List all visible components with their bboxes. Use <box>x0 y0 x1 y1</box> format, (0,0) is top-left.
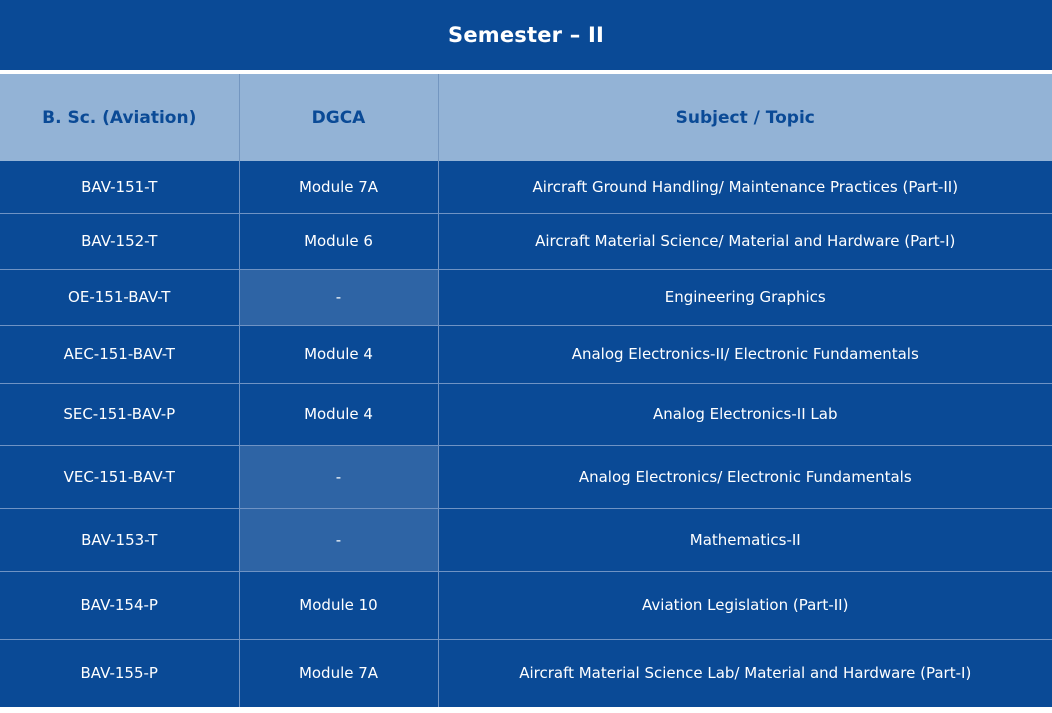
table-row <box>0 445 1052 508</box>
subject-cell: Aircraft Material Science/ Material and Hardware (Part-I) <box>438 213 1052 269</box>
dgca-module-cell: Module 6 <box>239 213 438 269</box>
subject-cell: Mathematics-II <box>438 508 1052 571</box>
course-code-cell: BAV-153-T <box>0 508 239 571</box>
curriculum-table <box>0 74 1052 707</box>
subject-cell: Analog Electronics-II/ Electronic Fundamentals <box>438 325 1052 383</box>
table-row <box>0 161 1052 213</box>
dgca-module-cell: - <box>239 445 438 508</box>
dgca-module-cell: Module 4 <box>239 325 438 383</box>
header-bsc-aviation: B. Sc. (Aviation) <box>0 74 239 161</box>
course-code-cell: AEC-151-BAV-T <box>0 325 239 383</box>
table-row <box>0 325 1052 383</box>
header-subject-topic: Subject / Topic <box>438 74 1052 161</box>
course-code-cell: BAV-155-P <box>0 639 239 707</box>
table-row <box>0 213 1052 269</box>
header-dgca: DGCA <box>239 74 438 161</box>
table-row <box>0 269 1052 325</box>
dgca-module-cell: Module 7A <box>239 639 438 707</box>
table-row <box>0 571 1052 639</box>
subject-cell: Analog Electronics-II Lab <box>438 383 1052 445</box>
course-code-cell: VEC-151-BAV-T <box>0 445 239 508</box>
dgca-module-cell: Module 10 <box>239 571 438 639</box>
table-header-row <box>0 74 1052 161</box>
dgca-module-cell: - <box>239 269 438 325</box>
dgca-module-cell: Module 4 <box>239 383 438 445</box>
semester-title: Semester – II <box>0 0 1052 70</box>
subject-cell: Aviation Legislation (Part-II) <box>438 571 1052 639</box>
subject-cell: Aircraft Ground Handling/ Maintenance Practices (Part-II) <box>438 161 1052 213</box>
table-row <box>0 383 1052 445</box>
course-code-cell: BAV-152-T <box>0 213 239 269</box>
subject-cell: Aircraft Material Science Lab/ Material and Hardware (Part-I) <box>438 639 1052 707</box>
course-code-cell: SEC-151-BAV-P <box>0 383 239 445</box>
table-row <box>0 508 1052 571</box>
table-row <box>0 639 1052 707</box>
subject-cell: Engineering Graphics <box>438 269 1052 325</box>
dgca-module-cell: Module 7A <box>239 161 438 213</box>
course-code-cell: BAV-151-T <box>0 161 239 213</box>
dgca-module-cell: - <box>239 508 438 571</box>
subject-cell: Analog Electronics/ Electronic Fundamentals <box>438 445 1052 508</box>
course-code-cell: BAV-154-P <box>0 571 239 639</box>
course-code-cell: OE-151-BAV-T <box>0 269 239 325</box>
